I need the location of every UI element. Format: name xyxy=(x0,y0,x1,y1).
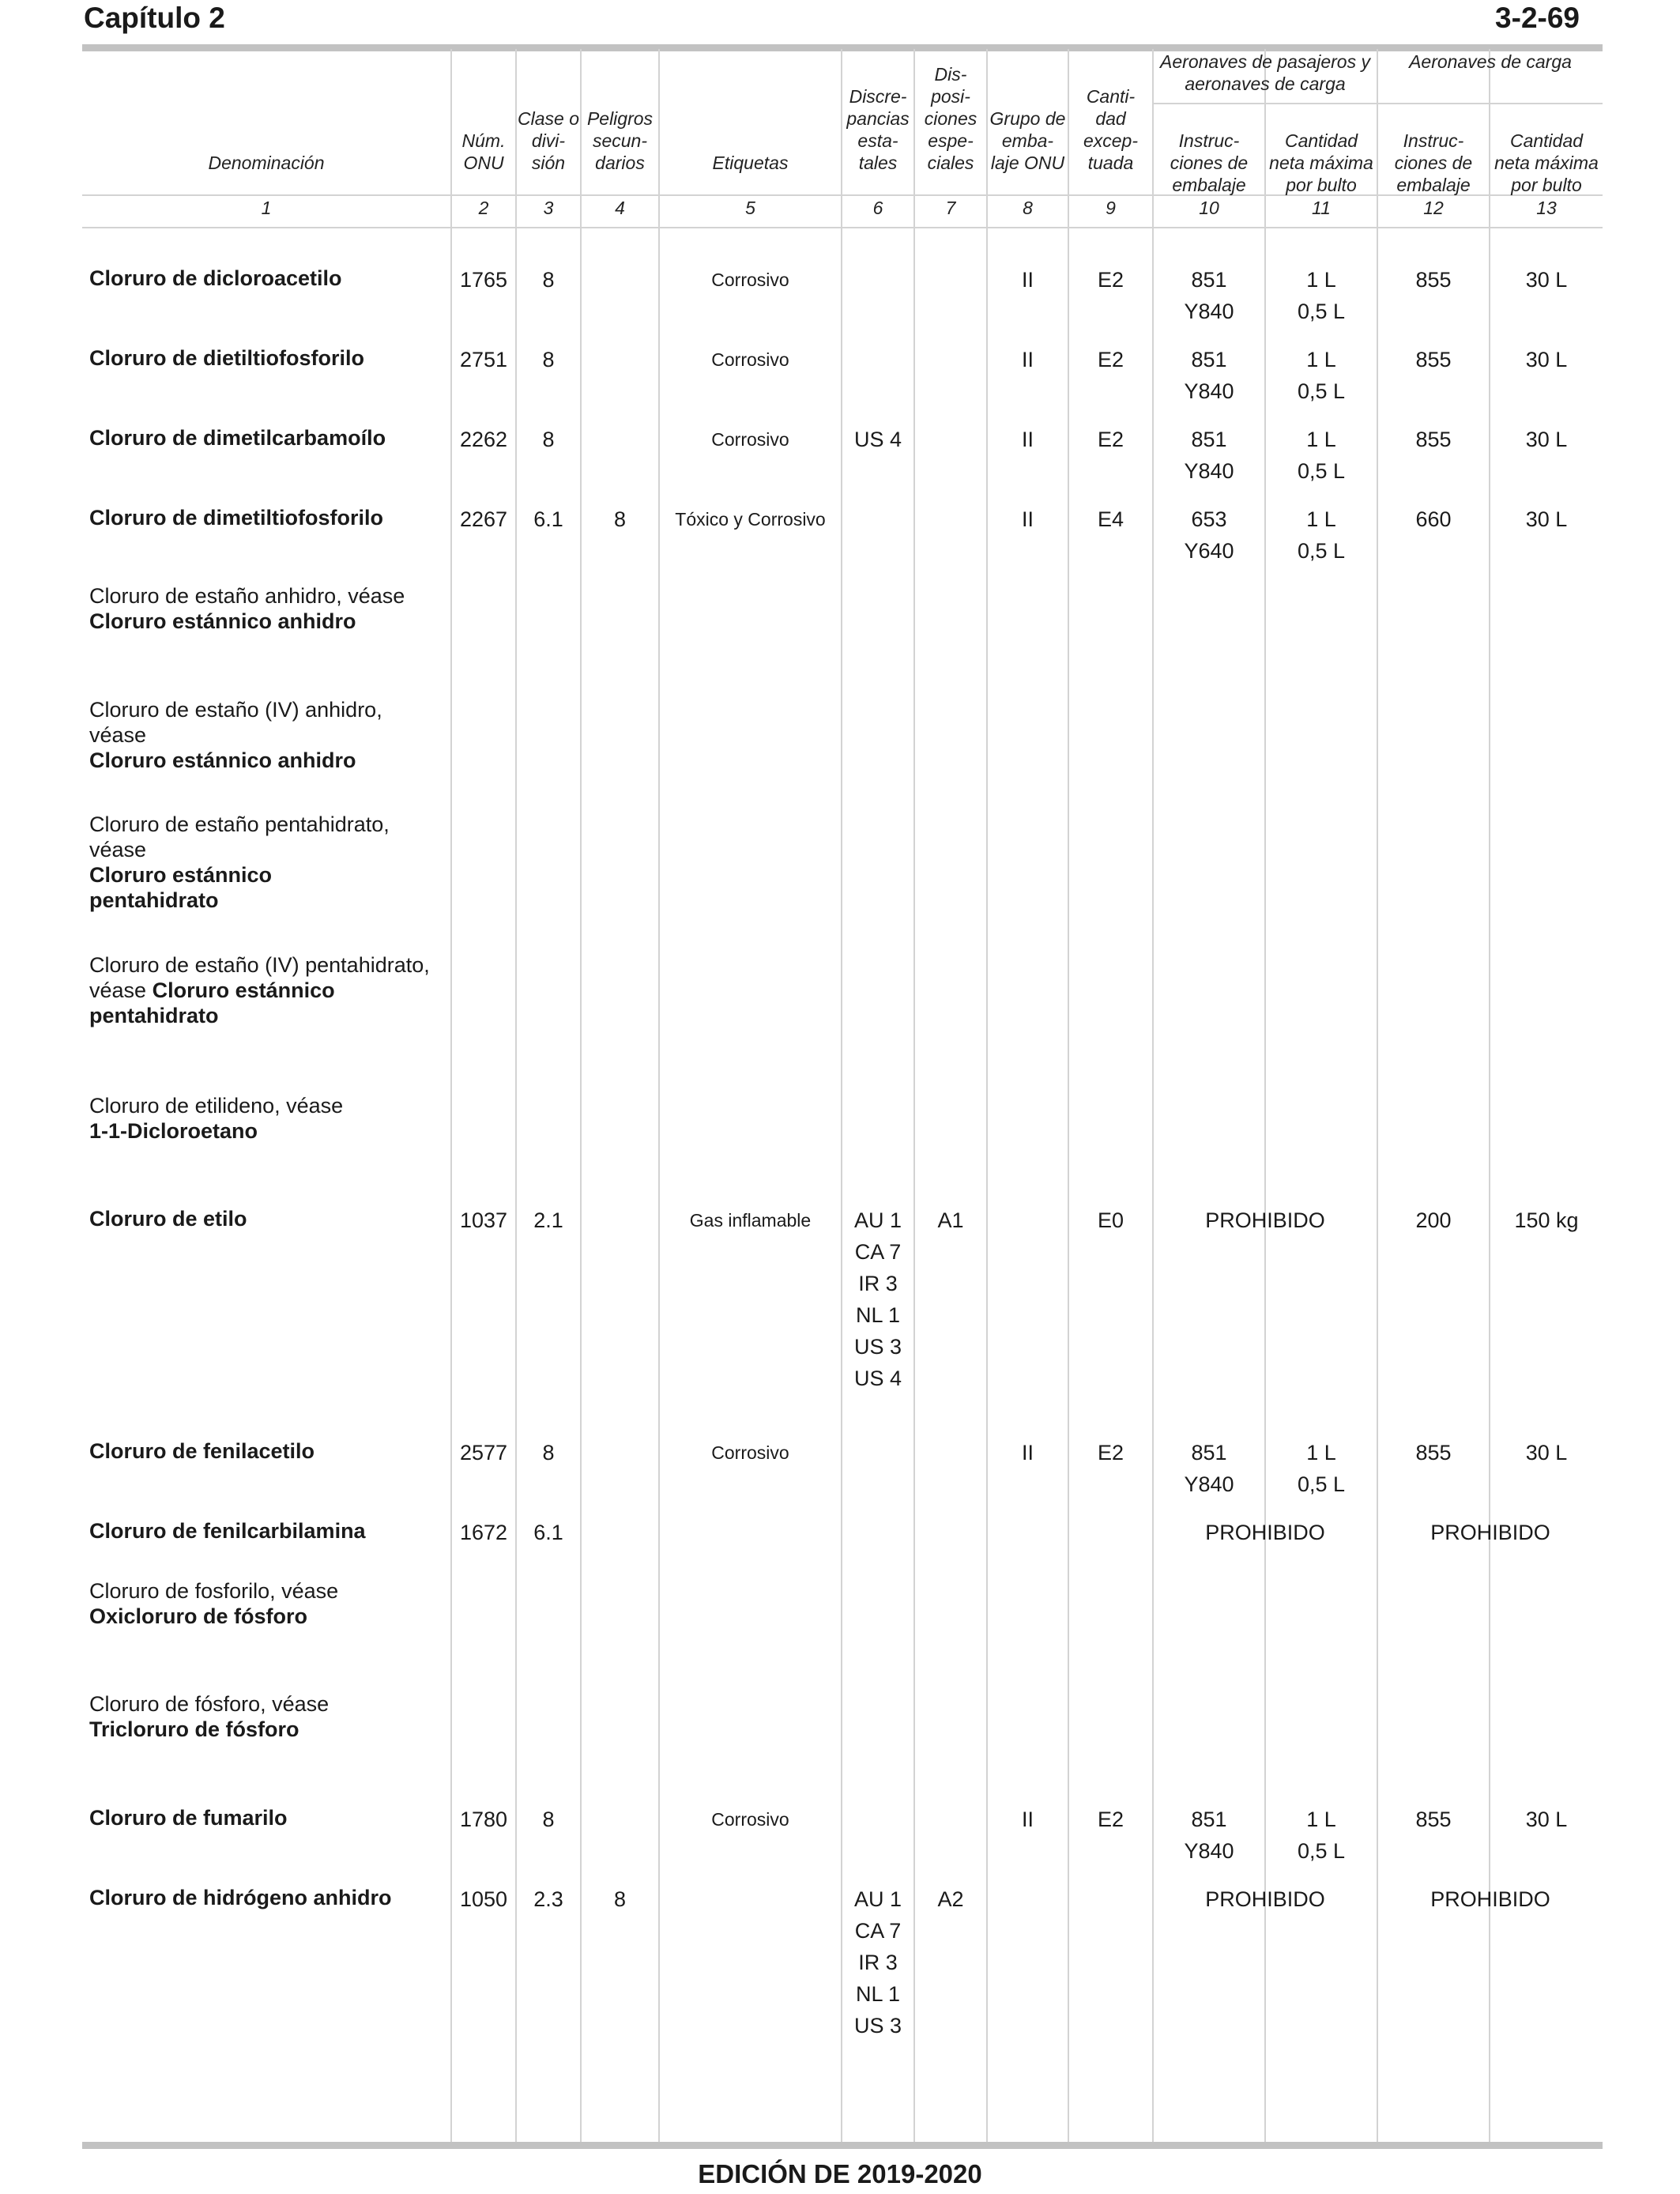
class-division: 8 xyxy=(542,268,555,292)
special-provision: A1 xyxy=(937,1208,964,1232)
header-clase: Clase o divi- sión xyxy=(518,108,579,173)
passenger-forbidden: PROHIBIDO xyxy=(1205,1208,1325,1232)
column-number: 2 xyxy=(478,198,489,218)
entry-name: Cloruro de dimetilcarbamoílo xyxy=(89,426,386,450)
un-number: 1672 xyxy=(459,1521,508,1544)
state-variation: NL 1 xyxy=(855,1303,901,1327)
max-net-quantity: 1 L xyxy=(1306,1441,1336,1465)
referenced-entry: Cloruro estánnico anhidro xyxy=(89,609,356,633)
un-number: 2267 xyxy=(459,507,508,531)
max-net-quantity: 1 L xyxy=(1306,507,1336,531)
entry-name: Cloruro de dicloroacetilo xyxy=(89,266,342,290)
column-number: 3 xyxy=(543,198,554,218)
header-instrucciones-carga: Instruc- ciones de embalaje xyxy=(1394,130,1473,195)
passenger-forbidden: PROHIBIDO xyxy=(1205,1521,1325,1544)
state-variation: US 4 xyxy=(853,428,902,451)
entry-name: Cloruro de etilo xyxy=(89,1207,247,1231)
cargo-forbidden: PROHIBIDO xyxy=(1430,1521,1550,1544)
state-variation: IR 3 xyxy=(858,1272,898,1295)
column-divider xyxy=(841,49,842,2142)
class-division: 8 xyxy=(542,428,555,451)
entry-name: Cloruro de fenilacetilo xyxy=(89,1439,315,1463)
un-number: 1050 xyxy=(459,1887,508,1911)
column-number: 9 xyxy=(1106,198,1116,218)
max-net-quantity-limited: 0,5 L xyxy=(1297,1472,1346,1496)
max-net-quantity: 1 L xyxy=(1306,1808,1336,1831)
un-number: 1765 xyxy=(459,268,508,292)
packing-instruction: 851 xyxy=(1191,428,1227,451)
excepted-quantity: E2 xyxy=(1097,1808,1124,1831)
cross-reference-entry xyxy=(89,697,445,773)
cargo-max-quantity: 30 L xyxy=(1525,507,1568,531)
max-net-quantity-limited: 0,5 L xyxy=(1297,539,1346,563)
packing-instruction-limited: Y640 xyxy=(1184,539,1234,563)
excepted-quantity: E2 xyxy=(1097,348,1124,371)
column-number: 6 xyxy=(872,198,883,218)
passenger-forbidden: PROHIBIDO xyxy=(1205,1887,1325,1911)
hazard-label: Corrosivo xyxy=(711,349,789,370)
referenced-entry-cont: pentahidrato xyxy=(89,1004,219,1027)
entry-name: Cloruro de fumarilo xyxy=(89,1806,288,1830)
column-number: 10 xyxy=(1199,198,1219,218)
header-grupo-embalaje: Grupo de emba- laje ONU xyxy=(989,108,1066,173)
entry-name: Cloruro de estaño anhidro, véase xyxy=(89,584,405,608)
class-division: 2.1 xyxy=(533,1208,563,1232)
cargo-packing-instruction: 855 xyxy=(1415,1808,1452,1831)
packing-instruction: 653 xyxy=(1191,507,1227,531)
header-group-carga: Aeronaves de carga xyxy=(1409,51,1572,72)
class-division: 8 xyxy=(542,348,555,371)
referenced-entry: Cloruro estánnico anhidro xyxy=(89,748,356,772)
hazard-label: Corrosivo xyxy=(711,1442,789,1463)
packing-group: II xyxy=(1021,1441,1034,1465)
referenced-entry: Cloruro estánnico xyxy=(89,863,273,887)
header-discrepancias: Discre- pancias esta- tales xyxy=(846,86,910,173)
column-number: 5 xyxy=(745,198,755,218)
packing-instruction-limited: Y840 xyxy=(1184,379,1234,403)
max-net-quantity-limited: 0,5 L xyxy=(1297,1839,1346,1863)
header-cantidad-exceptuada: Canti- dad excep- tuada xyxy=(1083,86,1139,173)
hazard-label: Corrosivo xyxy=(711,429,789,450)
state-variation: US 4 xyxy=(853,1367,902,1390)
class-division: 2.3 xyxy=(533,1887,563,1911)
entry-name: Cloruro de estaño (IV) pentahidrato, xyxy=(89,953,430,977)
max-net-quantity: 1 L xyxy=(1306,428,1336,451)
entry-name: Cloruro de fenilcarbilamina xyxy=(89,1519,366,1543)
cargo-max-quantity: 30 L xyxy=(1525,1441,1568,1465)
column-divider xyxy=(913,49,915,2142)
state-variation: US 3 xyxy=(853,1335,902,1359)
entry-name: Cloruro de hidrógeno anhidro xyxy=(89,1886,392,1909)
subsidiary-hazard: 8 xyxy=(613,1887,627,1911)
un-number: 1780 xyxy=(459,1808,508,1831)
header-disposiciones: Dis- posi- ciones espe- ciales xyxy=(924,64,977,173)
column-number: 13 xyxy=(1536,198,1557,218)
packing-instruction-limited: Y840 xyxy=(1184,300,1234,323)
un-number: 1037 xyxy=(459,1208,508,1232)
referenced-entry: 1-1-Dicloroetano xyxy=(89,1119,258,1143)
max-net-quantity-limited: 0,5 L xyxy=(1297,300,1346,323)
cross-reference-entry xyxy=(89,812,445,913)
packing-instruction: 851 xyxy=(1191,348,1227,371)
state-variation: AU 1 xyxy=(853,1887,902,1911)
state-variation: AU 1 xyxy=(853,1208,902,1232)
cross-reference-entry xyxy=(89,1578,445,1629)
entry-name-cont: véase xyxy=(89,978,147,1002)
header-group-pasajeros: Aeronaves de pasajeros y aeronaves de carga xyxy=(1160,51,1370,94)
entry-name: Cloruro de dimetiltiofosforilo xyxy=(89,506,383,530)
packing-instruction: 851 xyxy=(1191,268,1227,292)
state-variation: CA 7 xyxy=(854,1240,902,1264)
header-cantidad-carga: Cantidad neta máxima por bulto xyxy=(1494,130,1599,195)
column-number: 1 xyxy=(261,198,272,218)
un-number: 2577 xyxy=(459,1441,508,1465)
packing-group: II xyxy=(1021,428,1034,451)
referenced-entry: Cloruro estánnico xyxy=(152,978,335,1002)
cargo-max-quantity: 30 L xyxy=(1525,268,1568,292)
state-variation: NL 1 xyxy=(855,1982,901,2006)
header-denominacion: Denominación xyxy=(208,153,325,173)
packing-group: II xyxy=(1021,348,1034,371)
class-division: 6.1 xyxy=(533,1521,563,1544)
cargo-packing-instruction: 855 xyxy=(1415,428,1452,451)
edition-footer: EDICIÓN DE 2019-2020 xyxy=(698,2159,982,2188)
hazard-label: Gas inflamable xyxy=(689,1210,812,1231)
max-net-quantity-limited: 0,5 L xyxy=(1297,379,1346,403)
excepted-quantity: E2 xyxy=(1097,428,1124,451)
cross-reference-entry xyxy=(89,952,445,1028)
referenced-entry: Oxicloruro de fósforo xyxy=(89,1604,308,1628)
excepted-quantity: E2 xyxy=(1097,268,1124,292)
max-net-quantity: 1 L xyxy=(1306,348,1336,371)
cargo-forbidden: PROHIBIDO xyxy=(1430,1887,1550,1911)
column-number-rule xyxy=(82,227,1603,228)
packing-group: II xyxy=(1021,268,1034,292)
un-number: 2262 xyxy=(459,428,508,451)
column-number: 12 xyxy=(1423,198,1444,218)
class-division: 8 xyxy=(542,1441,555,1465)
entry-name: Cloruro de fosforilo, véase xyxy=(89,1579,339,1603)
max-net-quantity: 1 L xyxy=(1306,268,1336,292)
packing-instruction-limited: Y840 xyxy=(1184,1839,1234,1863)
hazard-label: Corrosivo xyxy=(711,1809,789,1830)
max-net-quantity-limited: 0,5 L xyxy=(1297,459,1346,483)
header-peligros: Peligros secun- darios xyxy=(586,108,654,173)
entry-name: Cloruro de etilideno, véase xyxy=(89,1094,344,1118)
cross-reference-entry xyxy=(89,583,445,634)
packing-group: II xyxy=(1021,507,1034,531)
subsidiary-hazard: 8 xyxy=(613,507,627,531)
state-variation: CA 7 xyxy=(854,1919,902,1943)
packing-instruction-limited: Y840 xyxy=(1184,459,1234,483)
state-variation: IR 3 xyxy=(858,1951,898,1974)
packing-instruction: 851 xyxy=(1191,1441,1227,1465)
referenced-entry-cont: pentahidrato xyxy=(89,888,219,912)
cargo-packing-instruction: 855 xyxy=(1415,268,1452,292)
excepted-quantity: E2 xyxy=(1097,1441,1124,1465)
packing-instruction-limited: Y840 xyxy=(1184,1472,1234,1496)
cargo-packing-instruction: 855 xyxy=(1415,1441,1452,1465)
cargo-packing-instruction: 855 xyxy=(1415,348,1452,371)
referenced-entry: Tricloruro de fósforo xyxy=(89,1717,299,1741)
cargo-packing-instruction: 660 xyxy=(1415,507,1452,531)
column-number: 11 xyxy=(1312,198,1331,218)
column-number: 4 xyxy=(615,198,625,218)
hazard-label: Tóxico y Corrosivo xyxy=(675,509,826,530)
class-division: 8 xyxy=(542,1808,555,1831)
column-divider xyxy=(580,49,582,2142)
header-etiquetas: Etiquetas xyxy=(712,153,789,173)
class-division: 6.1 xyxy=(533,507,563,531)
cargo-packing-instruction: 200 xyxy=(1415,1208,1452,1232)
cross-reference-entry xyxy=(89,1093,445,1144)
cross-reference-entry xyxy=(89,1691,445,1742)
cargo-max-quantity: 30 L xyxy=(1525,428,1568,451)
packing-group: II xyxy=(1021,1808,1034,1831)
header-cantidad-pax: Cantidad neta máxima por bulto xyxy=(1269,130,1373,195)
page-number: 3-2-69 xyxy=(1495,2,1580,34)
state-variation: US 3 xyxy=(853,2014,902,2038)
entry-name: Cloruro de estaño pentahidrato, véase xyxy=(89,812,390,861)
entry-name: Cloruro de fósforo, véase xyxy=(89,1692,330,1716)
hazard-label: Corrosivo xyxy=(711,270,789,290)
column-number: 7 xyxy=(945,198,956,218)
cargo-max-quantity: 150 kg xyxy=(1514,1208,1579,1232)
column-number: 8 xyxy=(1023,198,1033,218)
entry-name: Cloruro de dietiltiofosforilo xyxy=(89,346,364,370)
excepted-quantity: E4 xyxy=(1097,507,1124,531)
special-provision: A2 xyxy=(937,1887,964,1911)
header-num-onu: Núm. ONU xyxy=(461,130,506,173)
chapter-title: Capítulo 2 xyxy=(84,2,225,34)
cargo-max-quantity: 30 L xyxy=(1525,1808,1568,1831)
entry-name: Cloruro de estaño (IV) anhidro, véase xyxy=(89,698,382,747)
excepted-quantity: E0 xyxy=(1097,1208,1124,1232)
un-number: 2751 xyxy=(459,348,508,371)
bottom-rule xyxy=(82,2142,1603,2149)
packing-instruction: 851 xyxy=(1191,1808,1227,1831)
header-instrucciones-pax: Instruc- ciones de embalaje xyxy=(1170,130,1249,195)
cargo-max-quantity: 30 L xyxy=(1525,348,1568,371)
